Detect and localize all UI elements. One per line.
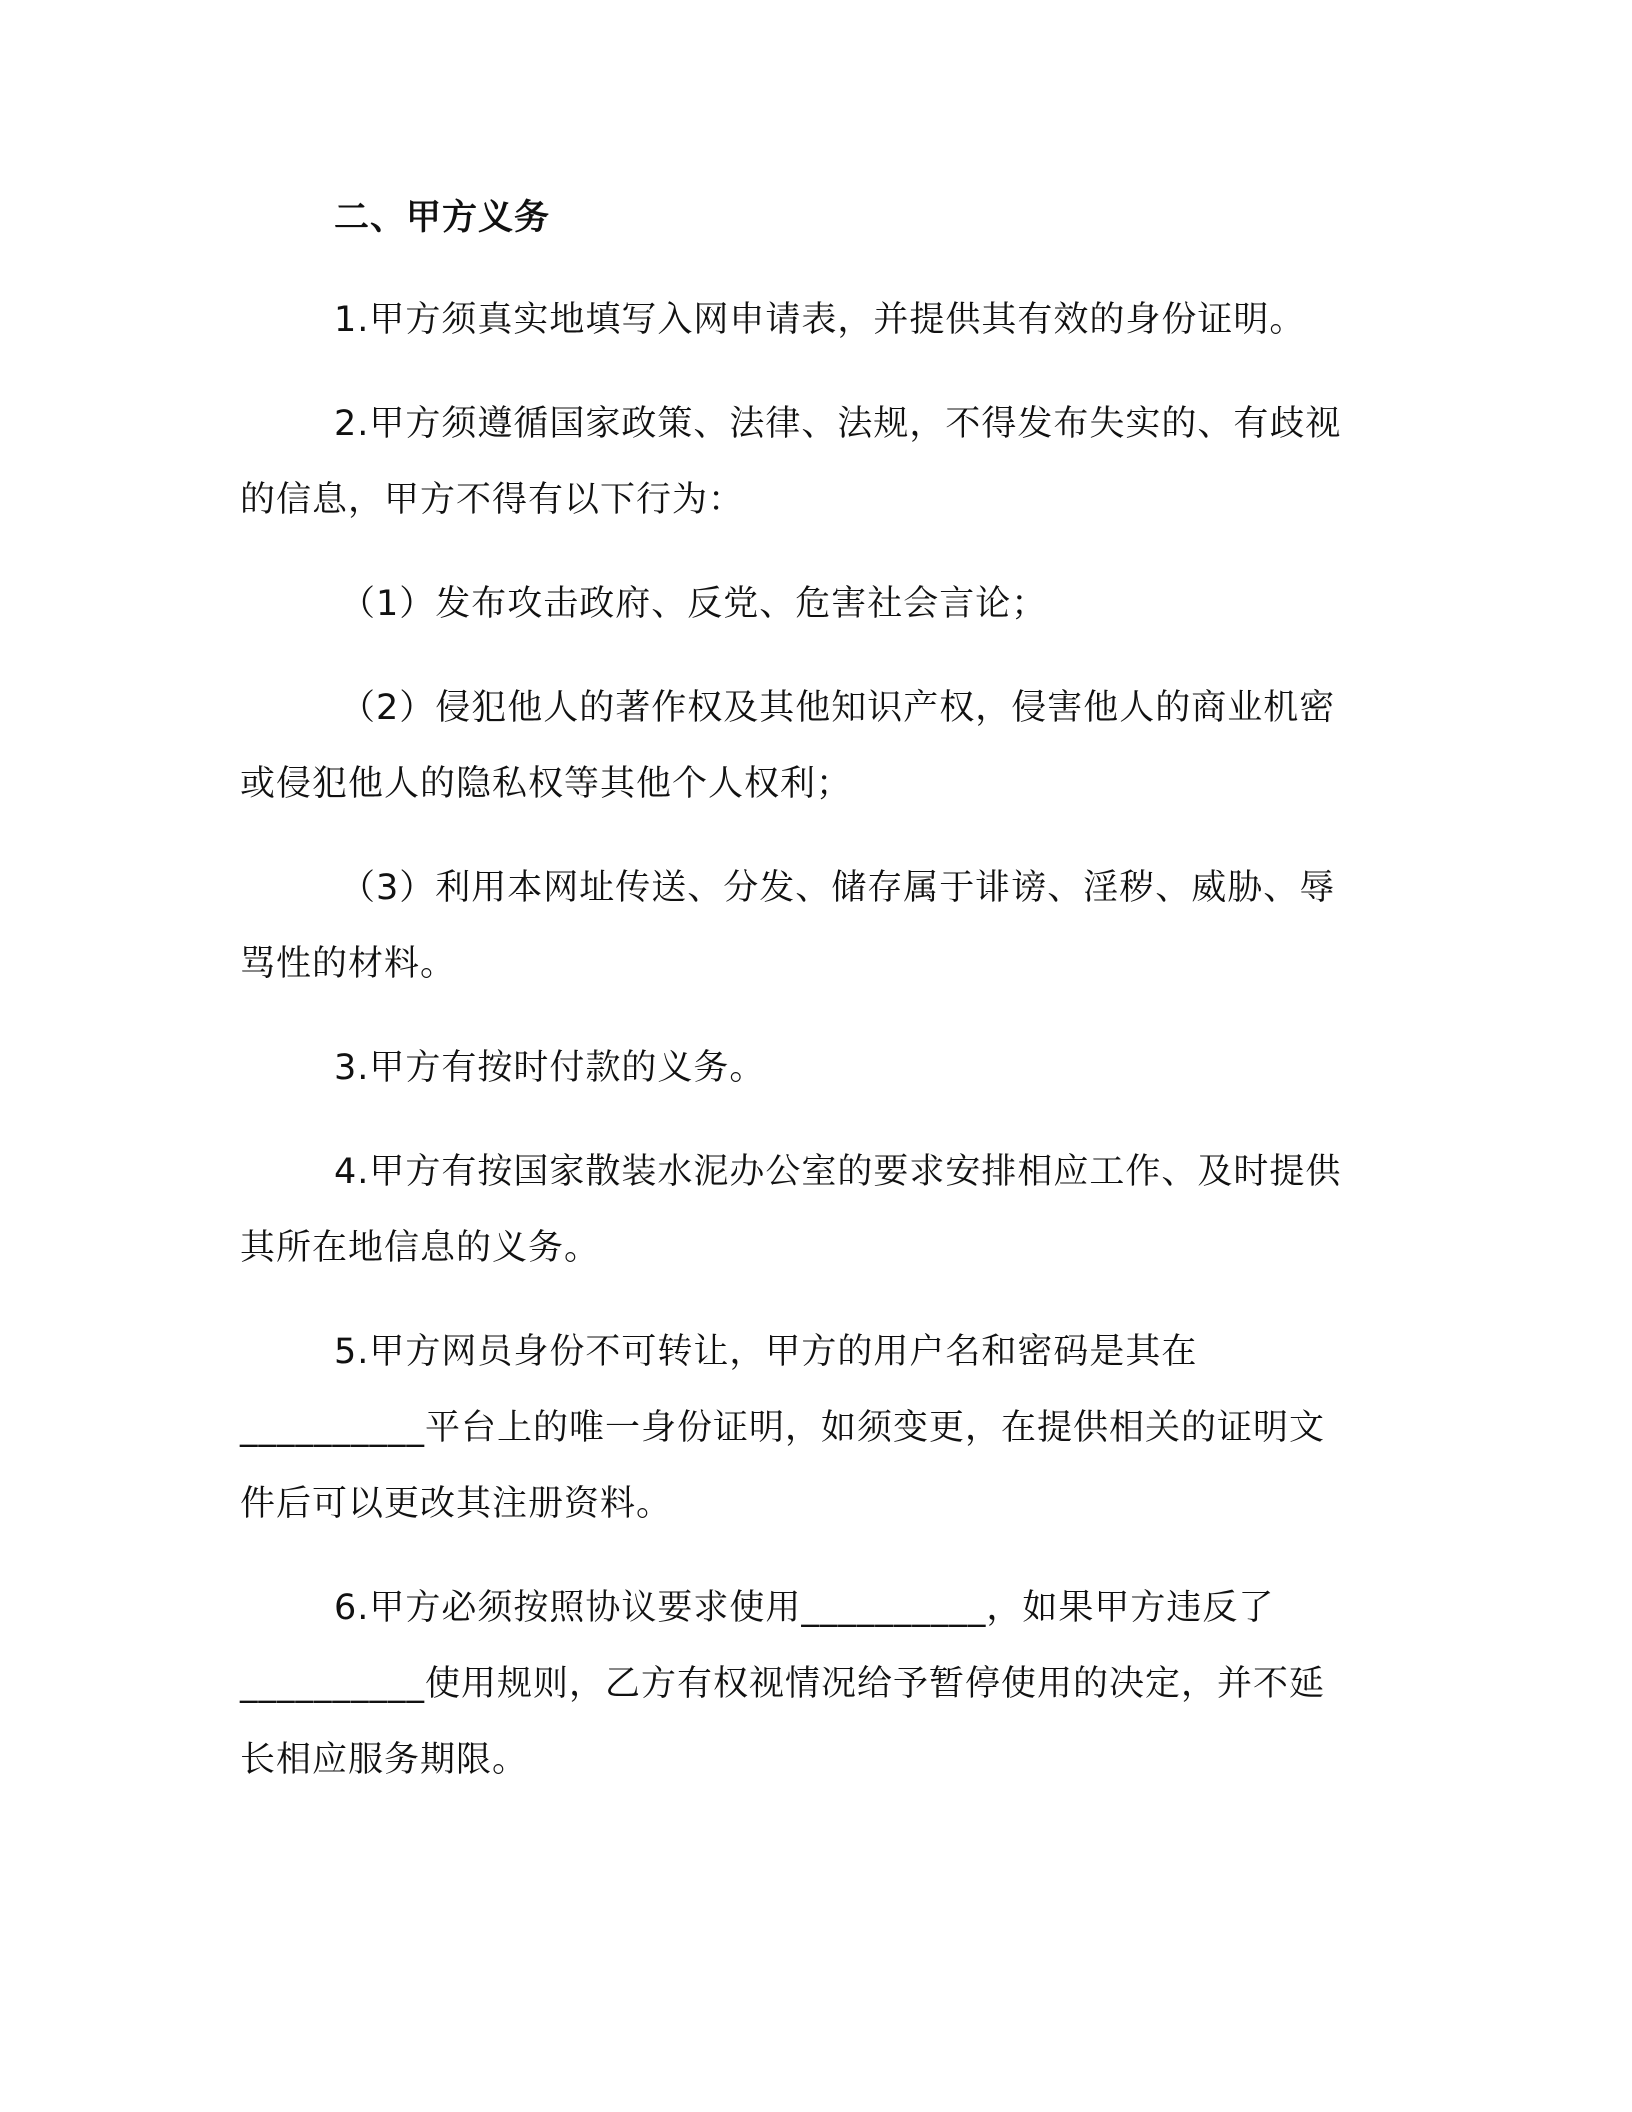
clause-6-line-3: 长相应服务期限。 [240, 1740, 529, 1780]
section-heading: 二、甲方义务 [334, 198, 551, 238]
item-1-line-1: （1）发布攻击政府、反党、危害社会言论； [340, 584, 1048, 624]
clause-3-line-1: 3.甲方有按时付款的义务。 [334, 1048, 766, 1088]
item-2-line-1: （2）侵犯他人的著作权及其他知识产权，侵害他人的商业机密 [340, 688, 1336, 728]
clause-4-line-2: 其所在地信息的义务。 [240, 1228, 601, 1268]
item-2-line-2: 或侵犯他人的隐私权等其他个人权利； [240, 764, 853, 804]
clause-6-line-2: __________使用规则，乙方有权视情况给予暂停使用的决定，并不延 [240, 1664, 1326, 1704]
item-3-line-1: （3）利用本网址传送、分发、储存属于诽谤、淫秽、威胁、辱 [340, 868, 1336, 908]
clause-1-line-1: 1.甲方须真实地填写入网申请表，并提供其有效的身份证明。 [334, 300, 1306, 340]
clause-2-line-1: 2.甲方须遵循国家政策、法律、法规，不得发布失实的、有歧视 [334, 404, 1342, 444]
clause-4-line-1: 4.甲方有按国家散装水泥办公室的要求安排相应工作、及时提供 [334, 1152, 1342, 1192]
clause-5-line-1: 5.甲方网员身份不可转让，甲方的用户名和密码是其在 [334, 1332, 1198, 1372]
clause-5-line-3: 件后可以更改其注册资料。 [240, 1484, 673, 1524]
clause-5-line-2: __________平台上的唯一身份证明，如须变更，在提供相关的证明文 [240, 1408, 1326, 1448]
clause-2-line-2: 的信息，甲方不得有以下行为： [240, 480, 745, 520]
item-3-line-2: 骂性的材料。 [240, 944, 457, 984]
clause-6-line-1: 6.甲方必须按照协议要求使用__________，如果甲方违反了 [334, 1588, 1275, 1628]
